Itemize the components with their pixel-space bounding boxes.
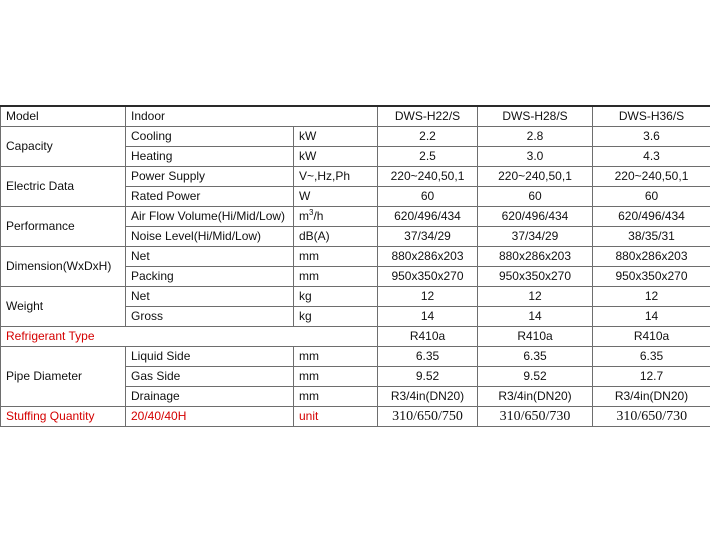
row-refrigerant [1, 327, 710, 347]
indoor-label: Indoor [126, 106, 378, 127]
value-cell: 950x350x270 [378, 267, 478, 287]
unit-rest: /h [313, 209, 324, 223]
value-cell: R3/4in(DN20) [593, 387, 710, 407]
spec-table [0, 105, 710, 427]
value-cell: 60 [378, 187, 478, 207]
value-cell: 14 [378, 307, 478, 327]
header-row [1, 106, 710, 127]
value-cell: 2.2 [378, 127, 478, 147]
value-cell: R410a [478, 327, 593, 347]
row-power-supply [1, 167, 710, 187]
param-name: Power Supply [126, 167, 294, 187]
param-name: Net [126, 287, 294, 307]
value-cell: 9.52 [378, 367, 478, 387]
param-unit: mm [294, 387, 378, 407]
param-name: Heating [126, 147, 294, 167]
value-cell: 60 [593, 187, 710, 207]
value-cell: 310/650/730 [593, 407, 710, 427]
value-cell: R3/4in(DN20) [478, 387, 593, 407]
param-name: Air Flow Volume(Hi/Mid/Low) [126, 207, 294, 227]
value-cell: 6.35 [378, 347, 478, 367]
value-cell: 220~240,50,1 [478, 167, 593, 187]
param-unit: W [294, 187, 378, 207]
row-liquid-side [1, 347, 710, 367]
group-dimension: Dimension(WxDxH) [1, 247, 126, 287]
param-unit [294, 207, 378, 227]
param-unit: V~,Hz,Ph [294, 167, 378, 187]
value-cell: 14 [478, 307, 593, 327]
value-cell: R410a [593, 327, 710, 347]
param-unit: mm [294, 267, 378, 287]
value-cell: 12 [478, 287, 593, 307]
value-cell: 12 [593, 287, 710, 307]
value-cell: 4.3 [593, 147, 710, 167]
value-cell: 880x286x203 [593, 247, 710, 267]
value-cell: 620/496/434 [593, 207, 710, 227]
value-cell: 3.0 [478, 147, 593, 167]
stuffing-label: Stuffing Quantity [1, 407, 126, 427]
value-cell: 220~240,50,1 [593, 167, 710, 187]
group-capacity: Capacity [1, 127, 126, 167]
model-2: DWS-H28/S [478, 106, 593, 127]
unit-sup: 3 [309, 208, 314, 217]
row-weight-net [1, 287, 710, 307]
param-unit: dB(A) [294, 227, 378, 247]
value-cell: 620/496/434 [478, 207, 593, 227]
stuffing-unit: unit [294, 407, 378, 427]
param-name: Liquid Side [126, 347, 294, 367]
value-cell: 6.35 [593, 347, 710, 367]
value-cell: 9.52 [478, 367, 593, 387]
value-cell: 60 [478, 187, 593, 207]
value-cell: 2.8 [478, 127, 593, 147]
value-cell: 6.35 [478, 347, 593, 367]
model-label: Model [1, 106, 126, 127]
group-electric: Electric Data [1, 167, 126, 207]
value-cell: 310/650/750 [378, 407, 478, 427]
value-cell: 310/650/730 [478, 407, 593, 427]
value-cell: 38/35/31 [593, 227, 710, 247]
model-3: DWS-H36/S [593, 106, 710, 127]
value-cell: R3/4in(DN20) [378, 387, 478, 407]
param-unit: kg [294, 307, 378, 327]
value-cell: R410a [378, 327, 478, 347]
param-unit: kW [294, 147, 378, 167]
group-weight: Weight [1, 287, 126, 327]
value-cell: 950x350x270 [478, 267, 593, 287]
param-name: Packing [126, 267, 294, 287]
row-air-flow [1, 207, 710, 227]
value-cell: 2.5 [378, 147, 478, 167]
param-name: Noise Level(Hi/Mid/Low) [126, 227, 294, 247]
value-cell: 12 [378, 287, 478, 307]
model-1: DWS-H22/S [378, 106, 478, 127]
param-unit: mm [294, 347, 378, 367]
group-pipe: Pipe Diameter [1, 347, 126, 407]
value-cell: 880x286x203 [478, 247, 593, 267]
param-name: Gas Side [126, 367, 294, 387]
row-dim-net [1, 247, 710, 267]
param-unit: mm [294, 247, 378, 267]
value-cell: 620/496/434 [378, 207, 478, 227]
value-cell: 37/34/29 [478, 227, 593, 247]
value-cell: 12.7 [593, 367, 710, 387]
param-unit: mm [294, 367, 378, 387]
value-cell: 37/34/29 [378, 227, 478, 247]
refrigerant-label: Refrigerant Type [1, 327, 378, 347]
param-name: Cooling [126, 127, 294, 147]
stuffing-container: 20/40/40H [126, 407, 294, 427]
value-cell: 3.6 [593, 127, 710, 147]
row-stuffing [1, 407, 710, 427]
param-unit: kW [294, 127, 378, 147]
param-name: Rated Power [126, 187, 294, 207]
value-cell: 14 [593, 307, 710, 327]
group-performance: Performance [1, 207, 126, 247]
row-cooling [1, 127, 710, 147]
param-name: Drainage [126, 387, 294, 407]
value-cell: 880x286x203 [378, 247, 478, 267]
value-cell: 220~240,50,1 [378, 167, 478, 187]
param-name: Gross [126, 307, 294, 327]
param-unit: kg [294, 287, 378, 307]
unit-base: m [299, 209, 309, 223]
value-cell: 950x350x270 [593, 267, 710, 287]
param-name: Net [126, 247, 294, 267]
